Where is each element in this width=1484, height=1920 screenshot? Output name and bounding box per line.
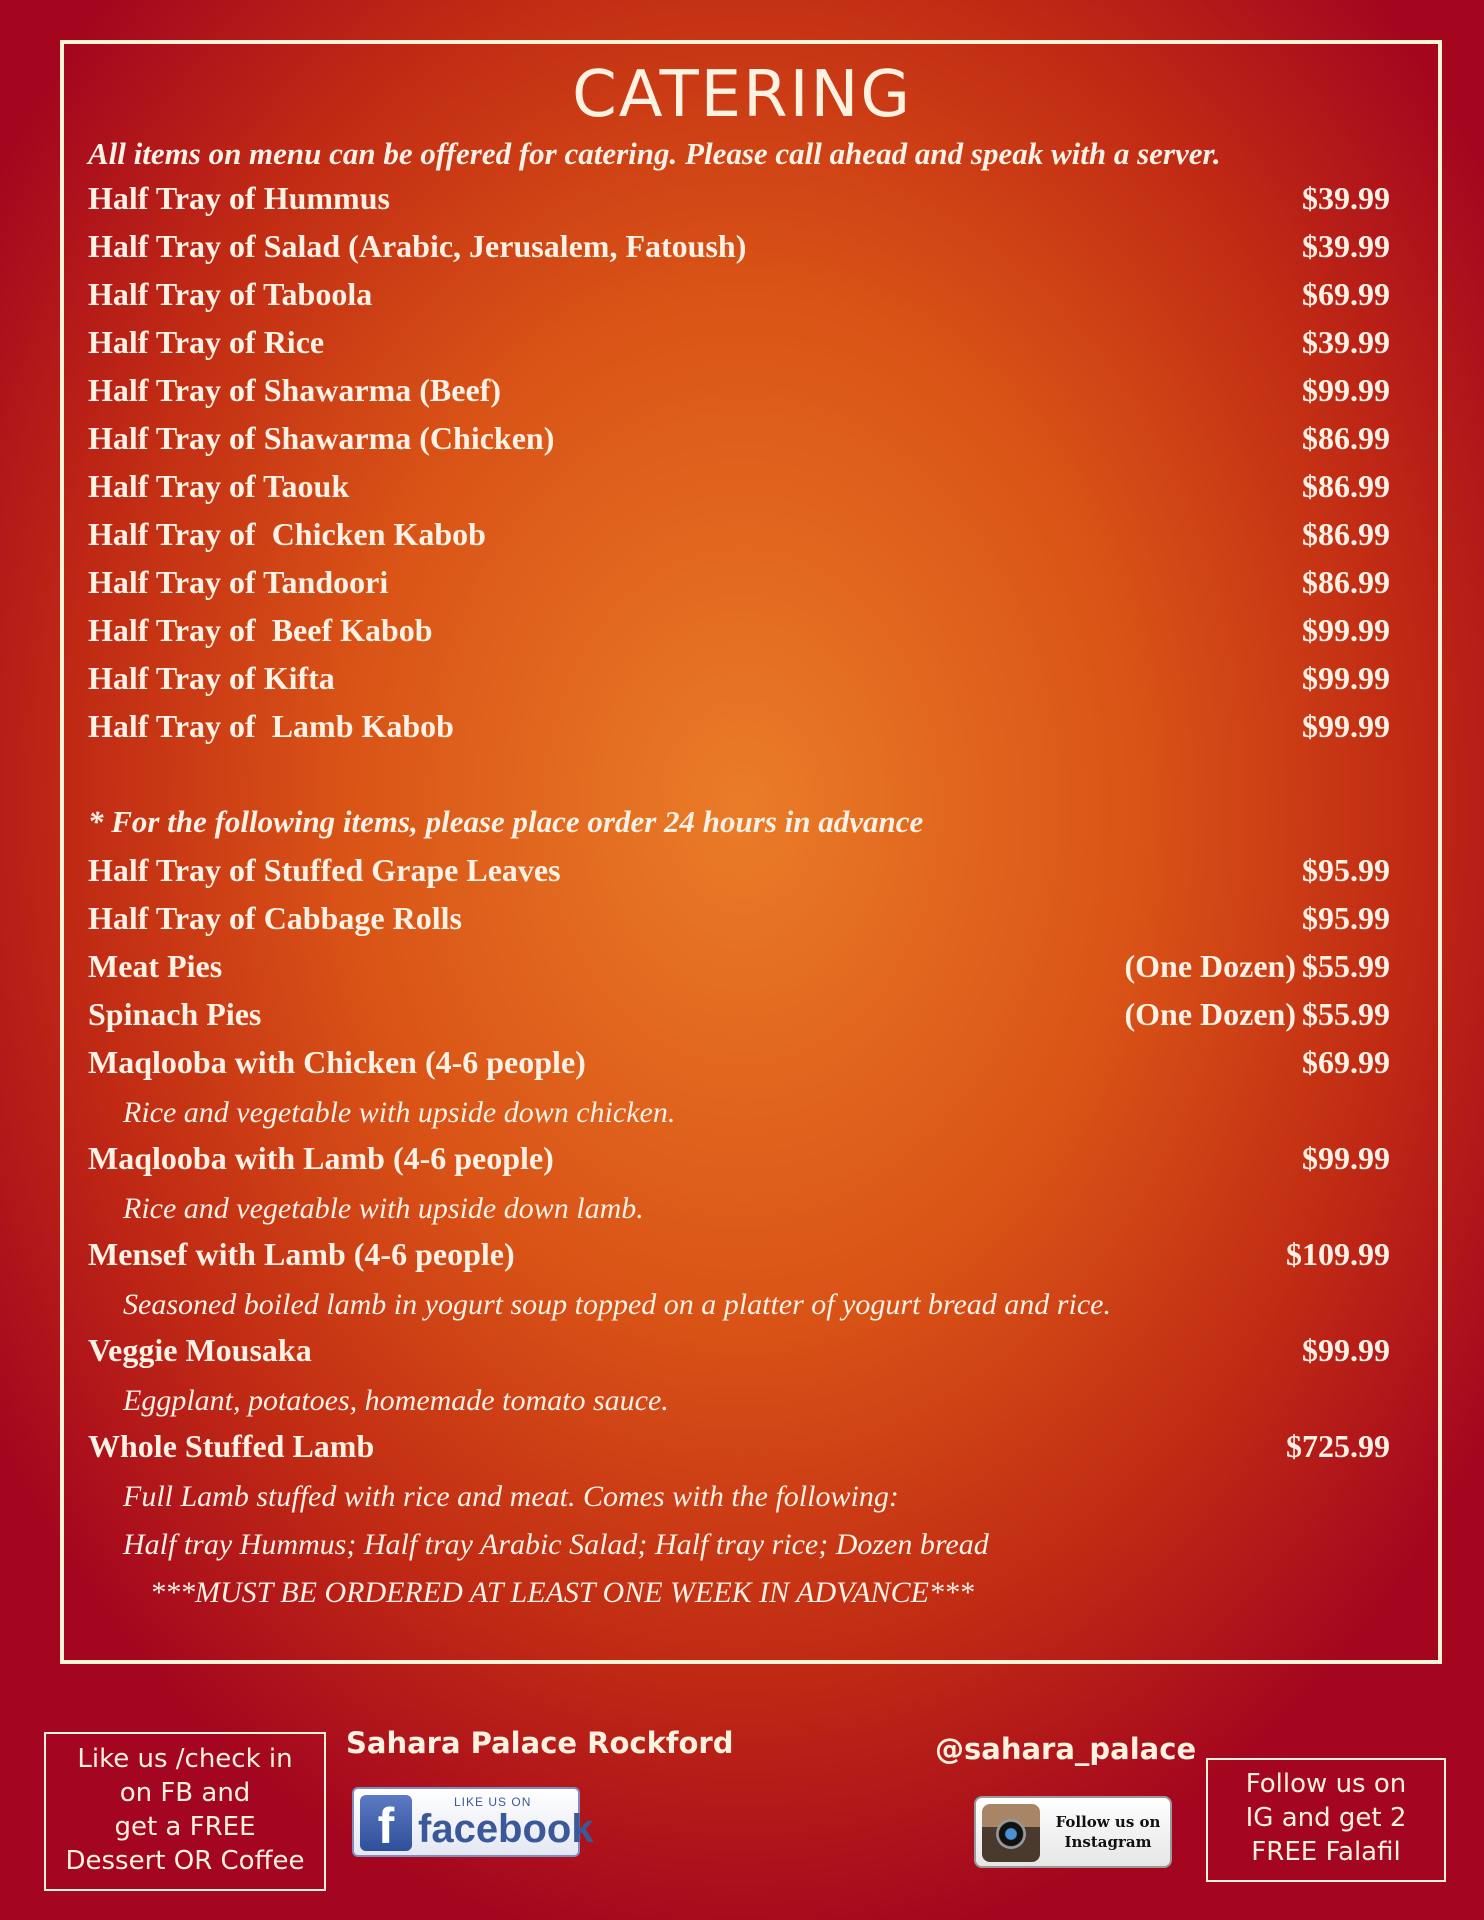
promo-line: on FB and xyxy=(119,1778,251,1808)
item-description: Full Lamb stuffed with rice and meat. Comes with the following: xyxy=(123,1480,899,1513)
item-price: $39.99 xyxy=(1302,228,1390,264)
item-price: $99.99 xyxy=(1302,612,1390,648)
item-price: $95.99 xyxy=(1302,852,1390,888)
item-name: Half Tray of Tandoori xyxy=(88,564,389,600)
item-name: Half Tray of Beef Kabob xyxy=(88,612,433,648)
item-name: Half Tray of Lamb Kabob xyxy=(88,708,454,744)
menu-item xyxy=(88,1140,1390,1184)
item-description: Eggplant, potatoes, homemade tomato sauce. xyxy=(123,1384,669,1417)
item-description-includes: Half tray Hummus; Half tray Arabic Salad; Half tray rice; Dozen bread xyxy=(123,1528,989,1561)
item-description: Rice and vegetable with upside down chicken. xyxy=(123,1096,676,1129)
menu-item xyxy=(88,180,1390,224)
item-name: Veggie Mousaka xyxy=(88,1332,312,1368)
item-price: $99.99 xyxy=(1302,660,1390,696)
fb-badge-wordmark: facebook xyxy=(418,1807,594,1851)
item-name: Half Tray of Hummus xyxy=(88,180,390,216)
item-quantity: (One Dozen) xyxy=(1124,996,1296,1032)
promo-line: Dessert OR Coffee xyxy=(65,1846,305,1876)
item-price: $725.99 xyxy=(1286,1428,1390,1464)
menu-item xyxy=(88,1428,1390,1472)
facebook-page-name: Sahara Palace Rockford xyxy=(346,1726,734,1760)
promo-line: Follow us on xyxy=(1245,1769,1407,1799)
menu-item xyxy=(88,420,1390,464)
item-price: $39.99 xyxy=(1302,180,1390,216)
instagram-follow-button[interactable] xyxy=(974,1796,1172,1868)
item-name: Half Tray of Salad (Arabic, Jerusalem, Fatoush) xyxy=(88,228,747,264)
item-price: $95.99 xyxy=(1302,900,1390,936)
item-price: $69.99 xyxy=(1302,1044,1390,1080)
item-price: $86.99 xyxy=(1302,564,1390,600)
item-price: $86.99 xyxy=(1302,516,1390,552)
camera-lens-icon xyxy=(996,1819,1026,1849)
promo-line: get a FREE xyxy=(114,1812,256,1842)
item-name: Half Tray of Stuffed Grape Leaves xyxy=(88,852,561,888)
promo-line: FREE Falafil xyxy=(1251,1837,1401,1867)
promo-line: Like us /check in xyxy=(77,1744,293,1774)
instagram-handle: @sahara_palace xyxy=(935,1732,1197,1766)
item-price: $55.99 xyxy=(1302,948,1390,984)
item-name: Half Tray of Taouk xyxy=(88,468,350,504)
item-name: Mensef with Lamb (4-6 people) xyxy=(88,1236,515,1272)
facebook-icon: f xyxy=(360,1795,412,1851)
page-title: CATERING xyxy=(572,58,912,132)
instagram-camera-icon xyxy=(982,1804,1040,1862)
menu-item xyxy=(88,708,1390,752)
item-quantity: (One Dozen) xyxy=(1124,948,1296,984)
item-price: $55.99 xyxy=(1302,996,1390,1032)
item-price: $99.99 xyxy=(1302,1140,1390,1176)
advance-order-note: * For the following items, please place order 24 hours in advance xyxy=(88,804,924,839)
ig-badge-text: Follow us on Instagram xyxy=(1055,1813,1161,1851)
item-name: Maqlooba with Chicken (4-6 people) xyxy=(88,1044,586,1080)
fb-badge-caption: LIKE US ON xyxy=(454,1795,532,1809)
item-name: Spinach Pies xyxy=(88,996,262,1032)
instagram-promo xyxy=(1206,1758,1446,1882)
menu-item xyxy=(88,372,1390,416)
menu-item xyxy=(88,996,1390,1040)
catering-intro: All items on menu can be offered for catering. Please call ahead and speak with a server. xyxy=(88,136,1221,171)
menu-item xyxy=(88,948,1390,992)
advance-warning: ***MUST BE ORDERED AT LEAST ONE WEEK IN ADVANCE*** xyxy=(150,1576,974,1609)
menu-item xyxy=(88,900,1390,944)
menu-item xyxy=(88,276,1390,320)
item-price: $99.99 xyxy=(1302,372,1390,408)
item-description: Seasoned boiled lamb in yogurt soup topped on a platter of yogurt bread and rice. xyxy=(123,1288,1111,1321)
menu-item xyxy=(88,468,1390,512)
item-name: Meat Pies xyxy=(88,948,223,984)
item-price: $86.99 xyxy=(1302,468,1390,504)
menu-item xyxy=(88,1044,1390,1088)
menu-item xyxy=(88,516,1390,560)
item-price: $109.99 xyxy=(1286,1236,1390,1272)
item-name: Half Tray of Taboola xyxy=(88,276,373,312)
menu-item xyxy=(88,660,1390,704)
item-price: $99.99 xyxy=(1302,1332,1390,1368)
item-name: Half Tray of Shawarma (Chicken) xyxy=(88,420,555,456)
menu-item xyxy=(88,324,1390,368)
menu-item xyxy=(88,564,1390,608)
item-name: Maqlooba with Lamb (4-6 people) xyxy=(88,1140,554,1176)
menu-item xyxy=(88,228,1390,272)
item-price: $39.99 xyxy=(1302,324,1390,360)
menu-item xyxy=(88,852,1390,896)
item-price: $69.99 xyxy=(1302,276,1390,312)
facebook-promo xyxy=(44,1732,326,1891)
item-price: $99.99 xyxy=(1302,708,1390,744)
item-description: Rice and vegetable with upside down lamb. xyxy=(123,1192,644,1225)
menu-item xyxy=(88,1332,1390,1376)
item-name: Half Tray of Chicken Kabob xyxy=(88,516,486,552)
promo-line: IG and get 2 xyxy=(1245,1803,1407,1833)
item-name: Whole Stuffed Lamb xyxy=(88,1428,375,1464)
item-name: Half Tray of Shawarma (Beef) xyxy=(88,372,501,408)
menu-item xyxy=(88,1236,1390,1280)
item-name: Half Tray of Rice xyxy=(88,324,325,360)
item-name: Half Tray of Cabbage Rolls xyxy=(88,900,462,936)
item-price: $86.99 xyxy=(1302,420,1390,456)
item-name: Half Tray of Kifta xyxy=(88,660,335,696)
facebook-like-button[interactable] xyxy=(352,1787,594,1857)
menu-item xyxy=(88,612,1390,656)
